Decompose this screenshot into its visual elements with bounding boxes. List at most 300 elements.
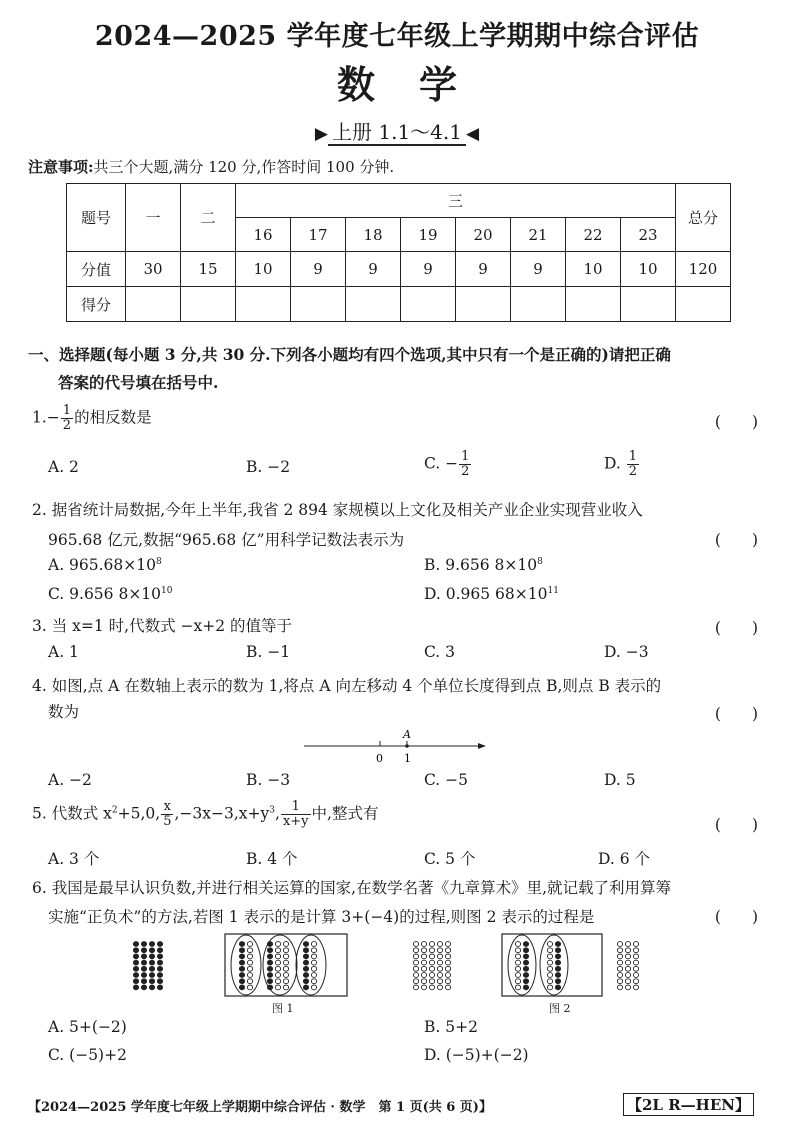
subject-title: 数学 xyxy=(336,62,501,107)
question-2-line1: 2. 据省统计局数据,今年上半年,我省 2 894 家规模以上文化及相关产业企业实现营业收入 xyxy=(32,501,643,519)
counting-rod-bead xyxy=(547,948,552,953)
counting-rod-bead xyxy=(429,985,434,990)
counting-rod-bead xyxy=(515,973,520,978)
counting-rod-bead xyxy=(429,942,434,947)
exponent: 3 xyxy=(269,805,275,816)
counting-rod-bead xyxy=(303,948,308,953)
notice-label: 注意事项: xyxy=(28,158,94,176)
counting-rod-bead xyxy=(547,985,552,990)
counting-rod-bead xyxy=(617,979,622,984)
counting-rod-bead xyxy=(633,942,638,947)
option-c[interactable]: C. 3 xyxy=(424,643,456,661)
counting-rod-bead xyxy=(617,942,622,947)
counting-rod-bead xyxy=(149,979,154,984)
counting-rod-bead xyxy=(445,966,450,971)
option-b[interactable]: B. 4 个 xyxy=(246,850,298,868)
counting-rod-bead xyxy=(437,985,442,990)
score-entry[interactable] xyxy=(566,287,621,322)
notice xyxy=(28,156,394,177)
counting-rod-bead xyxy=(311,966,316,971)
cell-value: 9 xyxy=(401,252,456,287)
numerator: x xyxy=(161,800,173,815)
score-entry[interactable] xyxy=(511,287,566,322)
label-1: 1 xyxy=(404,752,411,765)
counting-rod-bead xyxy=(413,973,418,978)
q-text: ,−3x−3,x+y xyxy=(174,804,270,823)
counting-rod-bead xyxy=(633,954,638,959)
fraction xyxy=(627,450,639,479)
counting-rod-bead xyxy=(429,954,434,959)
counting-rod-bead xyxy=(149,942,154,947)
option-a[interactable]: A. 5+(−2) xyxy=(48,1018,127,1036)
counting-rod-bead xyxy=(239,942,244,947)
option-d[interactable]: D. 6 个 xyxy=(598,850,651,868)
counting-rod-bead xyxy=(247,954,252,959)
counting-rod-bead xyxy=(445,954,450,959)
counting-rod-bead xyxy=(547,942,552,947)
counting-rod-bead xyxy=(445,985,450,990)
counting-rod-bead xyxy=(413,942,418,947)
counting-rod-bead xyxy=(239,985,244,990)
counting-rod-bead xyxy=(625,973,630,978)
counting-rod-bead xyxy=(421,954,426,959)
counting-rod-bead xyxy=(617,973,622,978)
q-neg: − xyxy=(46,408,60,427)
counting-rod-bead xyxy=(247,960,252,965)
score-entry[interactable] xyxy=(236,287,291,322)
score-entry[interactable] xyxy=(621,287,676,322)
counting-rod-bead xyxy=(555,948,560,953)
counting-rod-bead xyxy=(133,960,138,965)
counting-rod-bead xyxy=(239,960,244,965)
number-line-figure xyxy=(300,728,490,766)
counting-rod-bead xyxy=(515,960,520,965)
figure-2-caption: 图 2 xyxy=(549,1002,571,1015)
option-d[interactable]: D. 5 xyxy=(604,771,636,789)
q-text: 中,整式有 xyxy=(311,804,379,823)
option-d[interactable] xyxy=(424,585,559,603)
cell-value: 9 xyxy=(291,252,346,287)
opt-text: A. 965.68×10 xyxy=(48,556,156,574)
fraction xyxy=(161,800,173,829)
counting-rod-bead xyxy=(283,985,288,990)
option-b[interactable]: B. −2 xyxy=(246,458,291,476)
counting-rod-bead xyxy=(141,973,146,978)
score-entry[interactable] xyxy=(676,287,731,322)
counting-rod-bead xyxy=(625,979,630,984)
counting-rod-bead xyxy=(633,985,638,990)
denominator: 2 xyxy=(628,464,638,479)
counting-rod-bead xyxy=(239,966,244,971)
counting-rod-bead xyxy=(555,960,560,965)
option-a[interactable]: A. 3 个 xyxy=(48,850,100,868)
denominator: x+y xyxy=(282,814,309,829)
cell-value: 30 xyxy=(126,252,181,287)
counting-rod-bead xyxy=(303,966,308,971)
cell-sub: 17 xyxy=(291,218,346,252)
counting-rod-bead xyxy=(141,960,146,965)
exam-code: 【2L R—HEN】 xyxy=(623,1093,754,1116)
cell-sub: 18 xyxy=(346,218,401,252)
counting-rod-bead xyxy=(437,960,442,965)
counting-rod-bead xyxy=(157,985,162,990)
counting-rod-bead xyxy=(555,979,560,984)
cell-sub: 20 xyxy=(456,218,511,252)
counting-rod-bead xyxy=(239,979,244,984)
counting-rod-bead xyxy=(523,942,528,947)
counting-rod-bead xyxy=(141,985,146,990)
counting-rod-bead xyxy=(133,985,138,990)
counting-rod-bead xyxy=(523,966,528,971)
counting-rod-bead xyxy=(437,979,442,984)
option-d[interactable]: D. −3 xyxy=(604,643,649,661)
option-a[interactable] xyxy=(48,556,162,574)
cell-sub: 19 xyxy=(401,218,456,252)
counting-rod-bead xyxy=(437,942,442,947)
opt-prefix: C. − xyxy=(424,454,459,473)
counting-rod-bead xyxy=(617,960,622,965)
counting-rod-bead xyxy=(303,979,308,984)
counting-rod-bead xyxy=(133,973,138,978)
counting-rod-bead xyxy=(633,973,638,978)
cell-defen: 得分 xyxy=(67,287,126,322)
counting-rod-bead xyxy=(555,985,560,990)
answer-paren[interactable]: ( ) xyxy=(714,619,758,637)
counting-rod-bead xyxy=(283,979,288,984)
right-triangle-icon: ▶ xyxy=(314,124,328,144)
counting-rod-bead xyxy=(625,985,630,990)
cell-col2: 二 xyxy=(181,184,236,252)
cell-value: 9 xyxy=(456,252,511,287)
option-c[interactable] xyxy=(48,585,173,603)
counting-rod-bead xyxy=(133,954,138,959)
counting-rod-bead xyxy=(555,954,560,959)
counting-rod-bead xyxy=(523,954,528,959)
counting-rod-bead xyxy=(523,979,528,984)
option-a[interactable]: A. −2 xyxy=(48,771,92,789)
counting-rod-bead xyxy=(625,948,630,953)
point-a xyxy=(405,744,409,748)
option-c[interactable]: C. −5 xyxy=(424,771,469,789)
cell-col3: 三 xyxy=(236,184,676,218)
counting-rod-bead xyxy=(617,985,622,990)
counting-rod-bead xyxy=(267,954,272,959)
counting-rod-bead xyxy=(267,973,272,978)
counting-rod-bead xyxy=(141,954,146,959)
cell-value: 10 xyxy=(621,252,676,287)
counting-rod-bead xyxy=(133,966,138,971)
counting-rod-bead xyxy=(413,966,418,971)
counting-rod-bead xyxy=(275,985,280,990)
figure-2-counting-rods xyxy=(410,932,660,1000)
counting-rod-bead xyxy=(157,966,162,971)
numerator: 1 xyxy=(461,449,470,464)
counting-rod-bead xyxy=(515,979,520,984)
exponent: 8 xyxy=(156,556,162,567)
counting-rod-bead xyxy=(283,966,288,971)
score-entry[interactable] xyxy=(291,287,346,322)
counting-rod-bead xyxy=(429,948,434,953)
denominator: 2 xyxy=(62,418,72,433)
counting-rod-bead xyxy=(247,966,252,971)
counting-rod-bead xyxy=(247,942,252,947)
counting-rod-bead xyxy=(157,948,162,953)
counting-rod-bead xyxy=(311,985,316,990)
denominator: 5 xyxy=(163,814,172,829)
counting-rod-bead xyxy=(247,948,252,953)
counting-rod-bead xyxy=(149,960,154,965)
question-1 xyxy=(32,404,152,433)
score-entry[interactable] xyxy=(181,287,236,322)
counting-rod-bead xyxy=(421,973,426,978)
counting-rod-bead xyxy=(311,942,316,947)
counting-rod-bead xyxy=(267,979,272,984)
counting-rod-bead xyxy=(437,954,442,959)
counting-rod-bead xyxy=(239,948,244,953)
scope-text: 上册 1.1～4.1 xyxy=(328,120,466,146)
pairing-oval xyxy=(540,935,568,995)
pairing-oval xyxy=(231,935,261,995)
section-instructions-1: (每小题 3 分,共 30 分.下列各小题均有四个选项,其中只有一个是正确的)请把正确 xyxy=(105,345,671,364)
notice-text: 共三个大题,满分 120 分,作答时间 100 分钟. xyxy=(93,158,395,176)
q-num: 1. xyxy=(32,408,47,427)
answer-paren[interactable]: ( ) xyxy=(714,705,758,723)
counting-rod-bead xyxy=(141,948,146,953)
counting-rod-bead xyxy=(547,979,552,984)
answer-paren[interactable]: ( ) xyxy=(714,531,758,549)
counting-rod-bead xyxy=(555,973,560,978)
q-text: +5,0, xyxy=(117,804,161,823)
opt-text: C. 9.656 8×10 xyxy=(48,585,162,603)
counting-rod-bead xyxy=(515,954,520,959)
counting-rod-bead xyxy=(311,979,316,984)
cell-value: 10 xyxy=(236,252,291,287)
exponent: 2 xyxy=(111,805,118,816)
score-entry[interactable] xyxy=(456,287,511,322)
counting-rod-bead xyxy=(515,948,520,953)
counting-rod-bead xyxy=(633,979,638,984)
counting-rod-bead xyxy=(275,954,280,959)
counting-rod-bead xyxy=(523,960,528,965)
counting-rod-bead xyxy=(239,973,244,978)
option-a[interactable]: A. 2 xyxy=(48,458,79,476)
counting-rod-bead xyxy=(283,948,288,953)
cell-sub: 16 xyxy=(236,218,291,252)
counting-rod-bead xyxy=(283,973,288,978)
option-b[interactable] xyxy=(424,556,543,574)
counting-rod-bead xyxy=(413,954,418,959)
counting-rod-bead xyxy=(311,973,316,978)
score-entry[interactable] xyxy=(346,287,401,322)
fraction xyxy=(459,450,471,479)
counting-rod-bead xyxy=(555,966,560,971)
counting-rod-bead xyxy=(149,973,154,978)
counting-rod-bead xyxy=(413,960,418,965)
answer-paren[interactable]: ( ) xyxy=(714,908,758,926)
counting-rod-bead xyxy=(523,973,528,978)
option-b[interactable]: B. 5+2 xyxy=(424,1018,478,1036)
counting-rod-bead xyxy=(283,954,288,959)
cell-total: 总分 xyxy=(676,184,731,252)
answer-paren[interactable]: ( ) xyxy=(714,816,758,834)
counting-rod-bead xyxy=(515,942,520,947)
counting-rod-bead xyxy=(239,954,244,959)
counting-rod-bead xyxy=(445,973,450,978)
page-footer: 【2024—2025 学年度七年级上学期期中综合评估 · 数学 第 1 页(共 6 页)】 xyxy=(28,1100,492,1115)
counting-rod-bead xyxy=(303,942,308,947)
counting-rod-bead xyxy=(275,966,280,971)
counting-rod-bead xyxy=(523,985,528,990)
counting-rod-bead xyxy=(247,973,252,978)
counting-rod-bead xyxy=(311,960,316,965)
option-b[interactable]: B. −3 xyxy=(246,771,291,789)
numerator: 1 xyxy=(281,800,311,815)
score-entry[interactable] xyxy=(126,287,181,322)
counting-rod-bead xyxy=(157,979,162,984)
section-heading: 一、选择题 xyxy=(28,345,106,364)
counting-rod-bead xyxy=(303,954,308,959)
q-text: 的相反数是 xyxy=(74,408,152,427)
question-4-line1: 4. 如图,点 A 在数轴上表示的数为 1,将点 A 向左移动 4 个单位长度得到点 B,则点 B 表示的 xyxy=(32,677,662,695)
numerator: 1 xyxy=(62,403,72,418)
cell-col1: 一 xyxy=(126,184,181,252)
counting-rod-bead xyxy=(247,979,252,984)
counting-rod-bead xyxy=(141,979,146,984)
question-6-line2: 实施“正负术”的方法,若图 1 表示的是计算 3+(−4)的过程,则图 2 表示的过程是 xyxy=(48,908,595,926)
counting-rod-bead xyxy=(141,942,146,947)
counting-rod-bead xyxy=(413,979,418,984)
opt-text: D. 0.965 68×10 xyxy=(424,585,548,603)
counting-rod-bead xyxy=(275,979,280,984)
counting-rod-bead xyxy=(617,966,622,971)
counting-rod-bead xyxy=(633,948,638,953)
counting-rod-bead xyxy=(267,966,272,971)
question-3: 3. 当 x=1 时,代数式 −x+2 的值等于 xyxy=(32,617,293,635)
counting-rod-bead xyxy=(133,979,138,984)
cell-sub: 23 xyxy=(621,218,676,252)
cell-value: 120 xyxy=(676,252,731,287)
left-triangle-icon: ◀ xyxy=(465,124,480,144)
counting-rod-bead xyxy=(547,954,552,959)
counting-rod-bead xyxy=(421,960,426,965)
option-c[interactable] xyxy=(424,450,472,479)
counting-rod-bead xyxy=(149,954,154,959)
counting-rod-bead xyxy=(617,948,622,953)
counting-rod-bead xyxy=(445,960,450,965)
counting-rod-bead xyxy=(141,966,146,971)
question-6-line1: 6. 我国是最早认识负数,并进行相关运算的国家,在数学名著《九章算术》里,就记载了利用算筹 xyxy=(32,879,671,897)
cell-sub: 21 xyxy=(511,218,566,252)
counting-rod-bead xyxy=(275,973,280,978)
exponent: 11 xyxy=(547,585,559,596)
counting-rod-bead xyxy=(149,985,154,990)
fraction xyxy=(61,404,73,433)
figure-1-counting-rods xyxy=(130,932,360,1000)
counting-rod-bead xyxy=(311,948,316,953)
option-d[interactable]: D. (−5)+(−2) xyxy=(424,1046,529,1064)
counting-rod-bead xyxy=(429,966,434,971)
counting-rod-bead xyxy=(267,960,272,965)
counting-rod-bead xyxy=(157,942,162,947)
counting-rod-bead xyxy=(283,960,288,965)
counting-rod-bead xyxy=(625,960,630,965)
counting-rod-bead xyxy=(445,979,450,984)
counting-rod-bead xyxy=(429,973,434,978)
counting-rod-bead xyxy=(547,966,552,971)
numerator: 1 xyxy=(628,449,638,464)
counting-rod-bead xyxy=(311,954,316,959)
counting-rod-bead xyxy=(133,948,138,953)
counting-rod-bead xyxy=(625,966,630,971)
question-5 xyxy=(32,800,378,829)
score-entry[interactable] xyxy=(401,287,456,322)
counting-rod-bead xyxy=(275,948,280,953)
option-c[interactable]: C. 5 个 xyxy=(424,850,476,868)
counting-rod-bead xyxy=(267,948,272,953)
label-0: 0 xyxy=(376,752,383,765)
counting-rod-bead xyxy=(133,942,138,947)
option-a[interactable]: A. 1 xyxy=(48,643,79,661)
counting-rod-bead xyxy=(515,985,520,990)
cell-sub: 22 xyxy=(566,218,621,252)
q-text: 5. 代数式 x xyxy=(32,804,112,823)
counting-rod-bead xyxy=(421,942,426,947)
cell-value: 9 xyxy=(511,252,566,287)
counting-rod-bead xyxy=(157,973,162,978)
counting-rod-bead xyxy=(617,954,622,959)
counting-rod-bead xyxy=(275,960,280,965)
counting-rod-bead xyxy=(437,948,442,953)
question-4-line2: 数为 xyxy=(48,703,80,721)
cell-fenzhi: 分值 xyxy=(67,252,126,287)
counting-rod-bead xyxy=(547,960,552,965)
question-2-line2: 965.68 亿元,数据“965.68 亿”用科学记数法表示为 xyxy=(48,531,405,549)
option-b[interactable]: B. −1 xyxy=(246,643,291,661)
counting-rod-bead xyxy=(523,948,528,953)
cell-value: 9 xyxy=(346,252,401,287)
counting-rod-bead xyxy=(421,979,426,984)
cell-value: 10 xyxy=(566,252,621,287)
counting-rod-bead xyxy=(515,966,520,971)
counting-rod-bead xyxy=(633,960,638,965)
answer-paren[interactable]: ( ) xyxy=(714,413,758,431)
counting-rod-bead xyxy=(247,985,252,990)
counting-rod-bead xyxy=(149,948,154,953)
counting-rod-bead xyxy=(157,960,162,965)
option-d[interactable] xyxy=(604,450,640,479)
denominator: 2 xyxy=(461,464,470,479)
counting-rod-bead xyxy=(625,954,630,959)
option-c[interactable]: C. (−5)+2 xyxy=(48,1046,127,1064)
counting-rod-bead xyxy=(555,942,560,947)
counting-rod-bead xyxy=(445,948,450,953)
opt-text: B. 9.656 8×10 xyxy=(424,556,538,574)
figure-1-caption: 图 1 xyxy=(272,1002,294,1015)
counting-rod-bead xyxy=(303,985,308,990)
cell-tihao: 题号 xyxy=(67,184,126,252)
counting-rod-bead xyxy=(413,985,418,990)
arrow-icon xyxy=(478,743,486,749)
section-instructions-2: 答案的代号填在括号中. xyxy=(58,373,219,392)
score-table xyxy=(66,183,731,322)
counting-rod-bead xyxy=(437,973,442,978)
scope-banner xyxy=(0,116,794,145)
counting-rod-bead xyxy=(303,960,308,965)
counting-rod-bead xyxy=(275,942,280,947)
counting-rod-bead xyxy=(429,979,434,984)
q-comma: , xyxy=(275,804,280,823)
pairing-oval xyxy=(508,935,536,995)
